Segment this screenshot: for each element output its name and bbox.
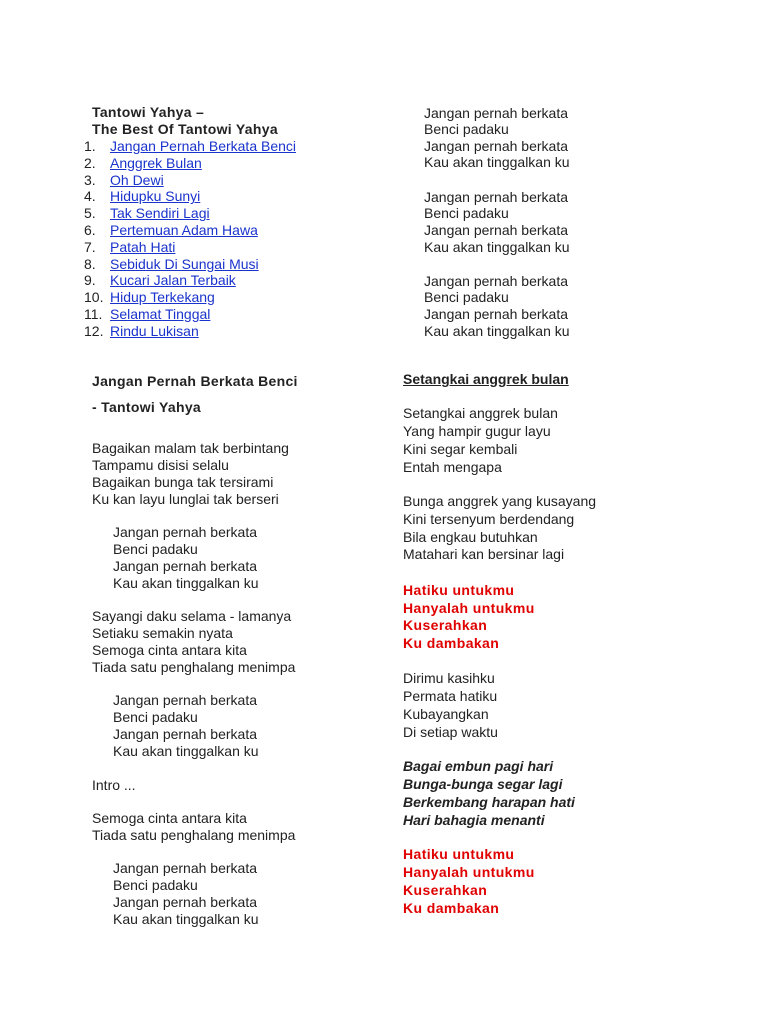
lyric-line: Benci padaku [113, 541, 198, 557]
lyric-line: Benci padaku [424, 121, 509, 137]
lyric-line: Kau akan tinggalkan ku [424, 154, 570, 170]
album-artist: Tantowi Yahya – [92, 104, 205, 120]
lyric-line: Yang hampir gugur layu [403, 423, 551, 439]
lyric-line: Jangan pernah berkata [113, 692, 257, 708]
refrain-line: Hanyalah untukmu [403, 864, 535, 880]
lyric-line: Kau akan tinggalkan ku [113, 743, 259, 759]
refrain-line: Ku dambakan [403, 900, 500, 916]
lyric-line: Jangan pernah berkata [113, 558, 257, 574]
track-number: 5. [84, 205, 96, 222]
track-link[interactable]: Hidup Terkekang [110, 289, 215, 306]
lyric-line: Jangan pernah berkata [424, 138, 568, 154]
lyric-line: Kau akan tinggalkan ku [113, 911, 259, 927]
bridge-line: Bagai embun pagi hari [403, 758, 554, 774]
track-link[interactable]: Jangan Pernah Berkata Benci [110, 138, 297, 154]
lyric-line: Jangan pernah berkata [113, 524, 257, 540]
refrain-line: Hatiku untukmu [403, 582, 515, 598]
refrain-line: Hatiku untukmu [403, 846, 515, 862]
refrain-line: Kuserahkan [403, 882, 488, 898]
lyric-line: Benci padaku [424, 289, 509, 305]
bridge-line: Hari bahagia menanti [403, 812, 545, 828]
lyric-line: Dirimu kasihku [403, 670, 495, 686]
refrain-line: Kuserahkan [403, 617, 488, 633]
track-number: 3. [84, 171, 96, 188]
track-link[interactable]: Hidupku Sunyi [110, 188, 201, 205]
bridge-line: Berkembang harapan hati [403, 794, 575, 810]
bridge-line: Bunga-bunga segar lagi [403, 776, 563, 792]
lyric-line: Jangan pernah berkata [424, 189, 568, 205]
lyric-line: Di setiap waktu [403, 724, 498, 740]
lyric-line: Setangkai anggrek bulan [403, 405, 558, 421]
lyric-line: Jangan pernah berkata [424, 273, 568, 289]
lyric-line: Matahari kan bersinar lagi [403, 546, 565, 562]
lyric-line: Ku kan layu lunglai tak berseri [92, 491, 279, 507]
lyric-line: Semoga cinta antara kita [92, 810, 247, 826]
lyric-line: Permata hatiku [403, 688, 498, 704]
song2-title: Setangkai anggrek bulan [403, 371, 569, 387]
lyric-line: Jangan pernah berkata [113, 726, 257, 742]
lyric-line: Jangan pernah berkata [424, 105, 568, 121]
lyric-line: Tiada satu penghalang menimpa [92, 827, 296, 843]
lyric-line: Bunga anggrek yang kusayang [403, 493, 597, 509]
lyric-line: Jangan pernah berkata [424, 222, 568, 238]
lyric-line: Kau akan tinggalkan ku [424, 239, 570, 255]
refrain-line: Hanyalah untukmu [403, 600, 535, 616]
lyric-line: Bila engkau butuhkan [403, 529, 538, 545]
lyric-line: Kini segar kembali [403, 441, 518, 457]
track-link[interactable]: Oh Dewi [110, 171, 164, 188]
track-link[interactable]: Pertemuan Adam Hawa [110, 222, 258, 238]
lyric-line: Tiada satu penghalang menimpa [92, 659, 296, 675]
track-number: 4. [84, 188, 96, 205]
lyric-line: Semoga cinta antara kita [92, 642, 247, 658]
lyric-line: Bagaikan malam tak berbintang [92, 440, 289, 456]
track-number: 8. [84, 255, 96, 272]
lyric-line: Benci padaku [113, 877, 198, 893]
lyric-line: Tampamu disisi selalu [92, 457, 229, 473]
lyric-line: Jangan pernah berkata [113, 860, 257, 876]
song1-intro: Intro ... [92, 777, 136, 793]
lyric-line: Sayangi daku selama - lamanya [92, 608, 292, 624]
track-link[interactable]: Patah Hati [110, 238, 176, 255]
track-link[interactable]: Sebiduk Di Sungai Musi [110, 255, 259, 272]
right-column [384, 0, 768, 1024]
lyric-line: Benci padaku [424, 205, 509, 221]
lyric-line: Kau akan tinggalkan ku [424, 323, 570, 339]
lyric-line: Kini tersenyum berdendang [403, 511, 575, 527]
track-link[interactable]: Selamat Tinggal [110, 306, 211, 322]
track-link[interactable]: Tak Sendiri Lagi [110, 205, 210, 222]
track-number: 9. [84, 272, 96, 289]
song1-title: Jangan Pernah Berkata Benci [92, 373, 298, 389]
track-number: 11. [84, 306, 103, 322]
lyric-line: Kubayangkan [403, 706, 489, 722]
track-number: 1. [84, 138, 96, 154]
track-number: 10. [84, 289, 104, 306]
lyric-line: Entah mengapa [403, 459, 502, 475]
lyric-line: Jangan pernah berkata [424, 306, 568, 322]
lyric-line: Jangan pernah berkata [113, 894, 257, 910]
track-link[interactable]: Kucari Jalan Terbaik [110, 272, 236, 289]
refrain-line: Ku dambakan [403, 635, 500, 651]
track-number: 12. [84, 322, 104, 339]
track-number: 7. [84, 238, 96, 255]
lyric-line: Benci padaku [113, 709, 198, 725]
song1-artist: - Tantowi Yahya [92, 399, 202, 415]
track-link[interactable]: Rindu Lukisan [110, 322, 199, 339]
track-number: 2. [84, 154, 96, 171]
track-number: 6. [84, 222, 96, 238]
lyric-line: Setiaku semakin nyata [92, 625, 233, 641]
lyric-line: Bagaikan bunga tak tersirami [92, 474, 274, 490]
track-link[interactable]: Anggrek Bulan [110, 154, 202, 171]
lyric-line: Kau akan tinggalkan ku [113, 575, 259, 591]
album-title: The Best Of Tantowi Yahya [92, 121, 278, 137]
